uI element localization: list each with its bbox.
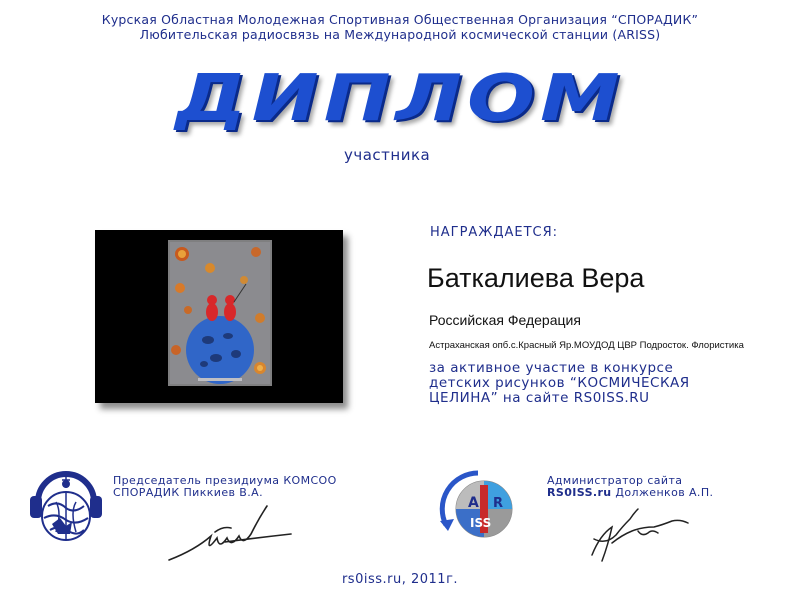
administrator-caption-line2 (547, 487, 713, 499)
ariss-logo-letter-r: R (493, 496, 504, 511)
diploma-subtitle: участника (344, 146, 431, 164)
sporadik-globe-logo (26, 462, 106, 548)
chairman-signature (165, 498, 295, 568)
chairman-caption (113, 475, 337, 499)
ariss-logo-letter-a: A (468, 495, 479, 511)
child-drawing-image (168, 240, 272, 386)
administrator-signature (582, 505, 692, 565)
chairman-caption-line2: СПОРАДИК Пиккиев В.А. (113, 486, 263, 499)
administrator-caption (547, 475, 713, 499)
organization-name-line1: Курская Областная Молодежная Спортивная Общественная Организация “СПОРАДИК” (101, 12, 699, 27)
ariss-logo-letters-iss: ISS (470, 516, 492, 530)
footer-site-year: rs0iss.ru, 2011г. (341, 572, 459, 587)
recipient-name: Баткалиева Вера (427, 263, 645, 293)
recipient-country: Российская Федерация (429, 312, 581, 328)
diploma-title: ДИПЛОМ (175, 62, 625, 136)
awarded-label: НАГРАЖДАЕТСЯ: (430, 225, 559, 240)
award-reason-line1: за активное участие в конкурсе (429, 360, 674, 376)
organization-name-line2: Любительская радиосвязь на Международной космической станции (ARISS) (139, 27, 661, 42)
administrator-caption-line1: Администратор сайта (547, 474, 683, 487)
award-reason-line3: ЦЕЛИНА” на сайте RS0ISS.RU (429, 390, 650, 406)
administrator-site: RS0ISS.ru (547, 486, 612, 499)
recipient-details: Астраханская опб.с.Красный Яр.МОУДОД ЦВР Подросток. Флористика (429, 340, 744, 351)
chairman-caption-line1: Председатель президиума КОМСОО (113, 474, 337, 487)
award-reason (429, 361, 774, 406)
ariss-logo (438, 467, 522, 549)
award-reason-line2: детских рисунков “КОСМИЧЕСКАЯ (429, 375, 690, 391)
administrator-name: Долженков А.П. (611, 486, 714, 499)
